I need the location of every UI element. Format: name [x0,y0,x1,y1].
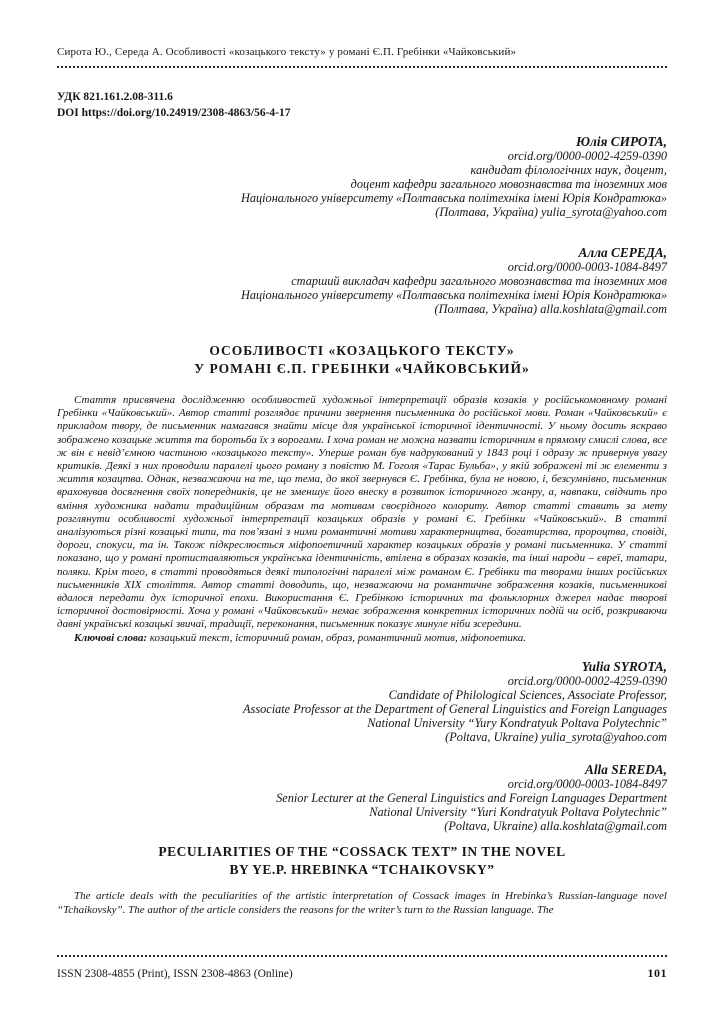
author-block-sereda-uk [57,245,667,316]
page-footer [57,948,667,981]
author-block-sereda-en [57,762,667,833]
author-affiliation-line: Senior Lecturer at the General Linguistics and Foreign Languages Department [276,790,667,805]
page-header [57,46,667,68]
abstract-uk: Стаття присвячена дослідженню особливостей художньої інтерпретації образів козаків у російськомовному романі Гребінки «Чайковський». Автор статті розглядає причини звернення письменника до російської мови. Роман «Чайковський» є прикладом твору, де письменник намагався знайти місце для української історичної ідентичності. У ньому досить яскраво зображено козацьке життя та боротьба їх з ворогами. І хоча роман не можна назвати історичним в прямому смислі слова, все ж він є невід’ємною частиною «козацького тексту». Уперше роман був надрукований у 1843 році і одразу ж привернув увагу критиків. Деякі з них проводили паралелі цього роману з повістю М. Гоголя «Тарас Бульба», у якій зображені ті ж елементи з життя козацтва. Однак, незважаючи на те, що тема, до якої звернувся Є. Гребінка, була не новою, і, безсумнівно, письменник враховував досягнення своїх попередників, це не зменшує його внеску в розвиток історичного жанру, а, навпаки, свідчить про вміння художника надати традиційним образам та мотивам своєрідного колориту. Автор статті ставить за мету розглянути особливості художньої інтерпретації козацьких образів у романі Є. Гребінки «Чайковський». В статті аналізуються різні козацькі типи, та пов’язані з ними романтичні мотиви характерництва, богатирства, пророцтва, сповіді, дороги, спокуси, та ін. Також підкреслюється міфопоетичний характер козацьких образів у романі письменника. У статті показано, що у романі протиставляються українська ідентичність, втілена в образах козаків, та інші народи – євреї, татари, поляки. Крім того, в статті проводяться деякі типологічні паралелі між романом Є. Гребінки та творами інших російських письменників XIX століття. Автор статті доводить, що, незважаючи на романтичне зображення козаків, письменникові вдалося передати дух історичної епохи. Використання Є. Гребінкою історичних та фольклорних джерел надає творові історичної достовірності. Хоча у романі «Чайковський» немає зображення конкретних історичних подій чи осіб, розкриваючи давні українські козацькі звичаї, традиції, переконання, письменник показує минуле ніби зсередини. [57,394,667,631]
author-affiliation-line: старший викладач кафедри загального мовознавства та іноземних мов [291,274,667,288]
doi-line: DOI https://doi.org/10.24919/2308-4863/56-4-17 [57,106,291,119]
author-affiliation-line: доцент кафедри загального мовознавства та іноземних мов [350,177,667,191]
author-orcid: orcid.org/0000-0002-4259-0390 [507,673,667,688]
author-contact-line: (Poltava, Ukraine) alla.koshlata@gmail.com [444,818,667,833]
author-affiliation-line: Національного університету «Полтавська політехніка імені Юрія Кондратюка» [240,288,667,302]
author-name: Алла СЕРЕДА, [578,245,667,260]
keywords-text: козацький текст, історичний роман, образ, романтичний мотив, міфопоетика. [149,631,527,644]
header-divider [57,66,667,68]
author-block-syrota-en [57,659,667,744]
author-contact-line: (Полтава, Україна) yulia_syrota@yahoo.com [435,205,667,219]
article-title-uk-line1: ОСОБЛИВОСТІ «КОЗАЦЬКОГО ТЕКСТУ» [209,343,515,358]
article-title-en [57,843,667,879]
keywords-label: Ключові слова: [74,631,150,644]
author-affiliation-line: Associate Professor at the Department of General Linguistics and Foreign Languages [243,701,667,716]
footer-divider [57,955,667,957]
author-orcid: orcid.org/0000-0003-1084-8497 [507,776,667,791]
author-name: Yulia SYROTA, [581,658,667,674]
keywords-uk [57,632,667,645]
author-affiliation-line: National University “Yury Kondratyuk Poltava Polytechnic” [367,715,667,730]
article-title-uk-line2: У РОМАНІ Є.П. ГРЕБІНКИ «ЧАЙКОВСЬКИЙ» [194,361,530,376]
author-orcid: orcid.org/0000-0002-4259-0390 [507,149,667,163]
running-head: Сирота Ю., Середа А. Особливості «козацького тексту» у романі Є.П. Гребінки «Чайковський» [57,46,517,58]
author-orcid: orcid.org/0000-0003-1084-8497 [507,260,667,274]
author-affiliation-line: Candidate of Philological Sciences, Associate Professor, [388,687,667,702]
author-contact-line: (Полтава, Україна) alla.koshlata@gmail.com [434,302,667,316]
page-number: 101 [647,966,667,980]
author-contact-line: (Poltava, Ukraine) yulia_syrota@yahoo.com [445,729,667,744]
udc-code: УДК 821.161.2.08-311.6 [57,91,173,103]
article-title-en-line1: PECULIARITIES OF THE “COSSACK TEXT” IN THE NOVEL [158,843,566,859]
article-title-en-line2: BY YE.P. HREBINKA “TCHAIKOVSKY” [229,861,495,877]
issn-line: ISSN 2308-4855 (Print), ISSN 2308-4863 (Online) [57,968,293,980]
abstract-en: The article deals with the peculiarities of the artistic interpretation of Cossack images in Hrebinka’s Russian-language novel “Tchaikovsky”. The author of the article considers the reasons for the writer’s turn to the Russian language. The [57,890,667,916]
author-affiliation-line: кандидат філологічних наук, доцент, [470,163,667,177]
author-block-syrota-uk [57,134,667,219]
footer-row [57,966,667,981]
article-title-uk [57,342,667,378]
udc-doi-block [57,90,667,121]
author-affiliation-line: National University “Yuri Kondratyuk Poltava Polytechnic” [369,804,667,819]
author-name: Юлія СИРОТА, [576,134,667,149]
author-name: Alla SEREDA, [584,761,667,777]
author-affiliation-line: Національного університету «Полтавська політехніка імені Юрія Кондратюка» [240,191,667,205]
